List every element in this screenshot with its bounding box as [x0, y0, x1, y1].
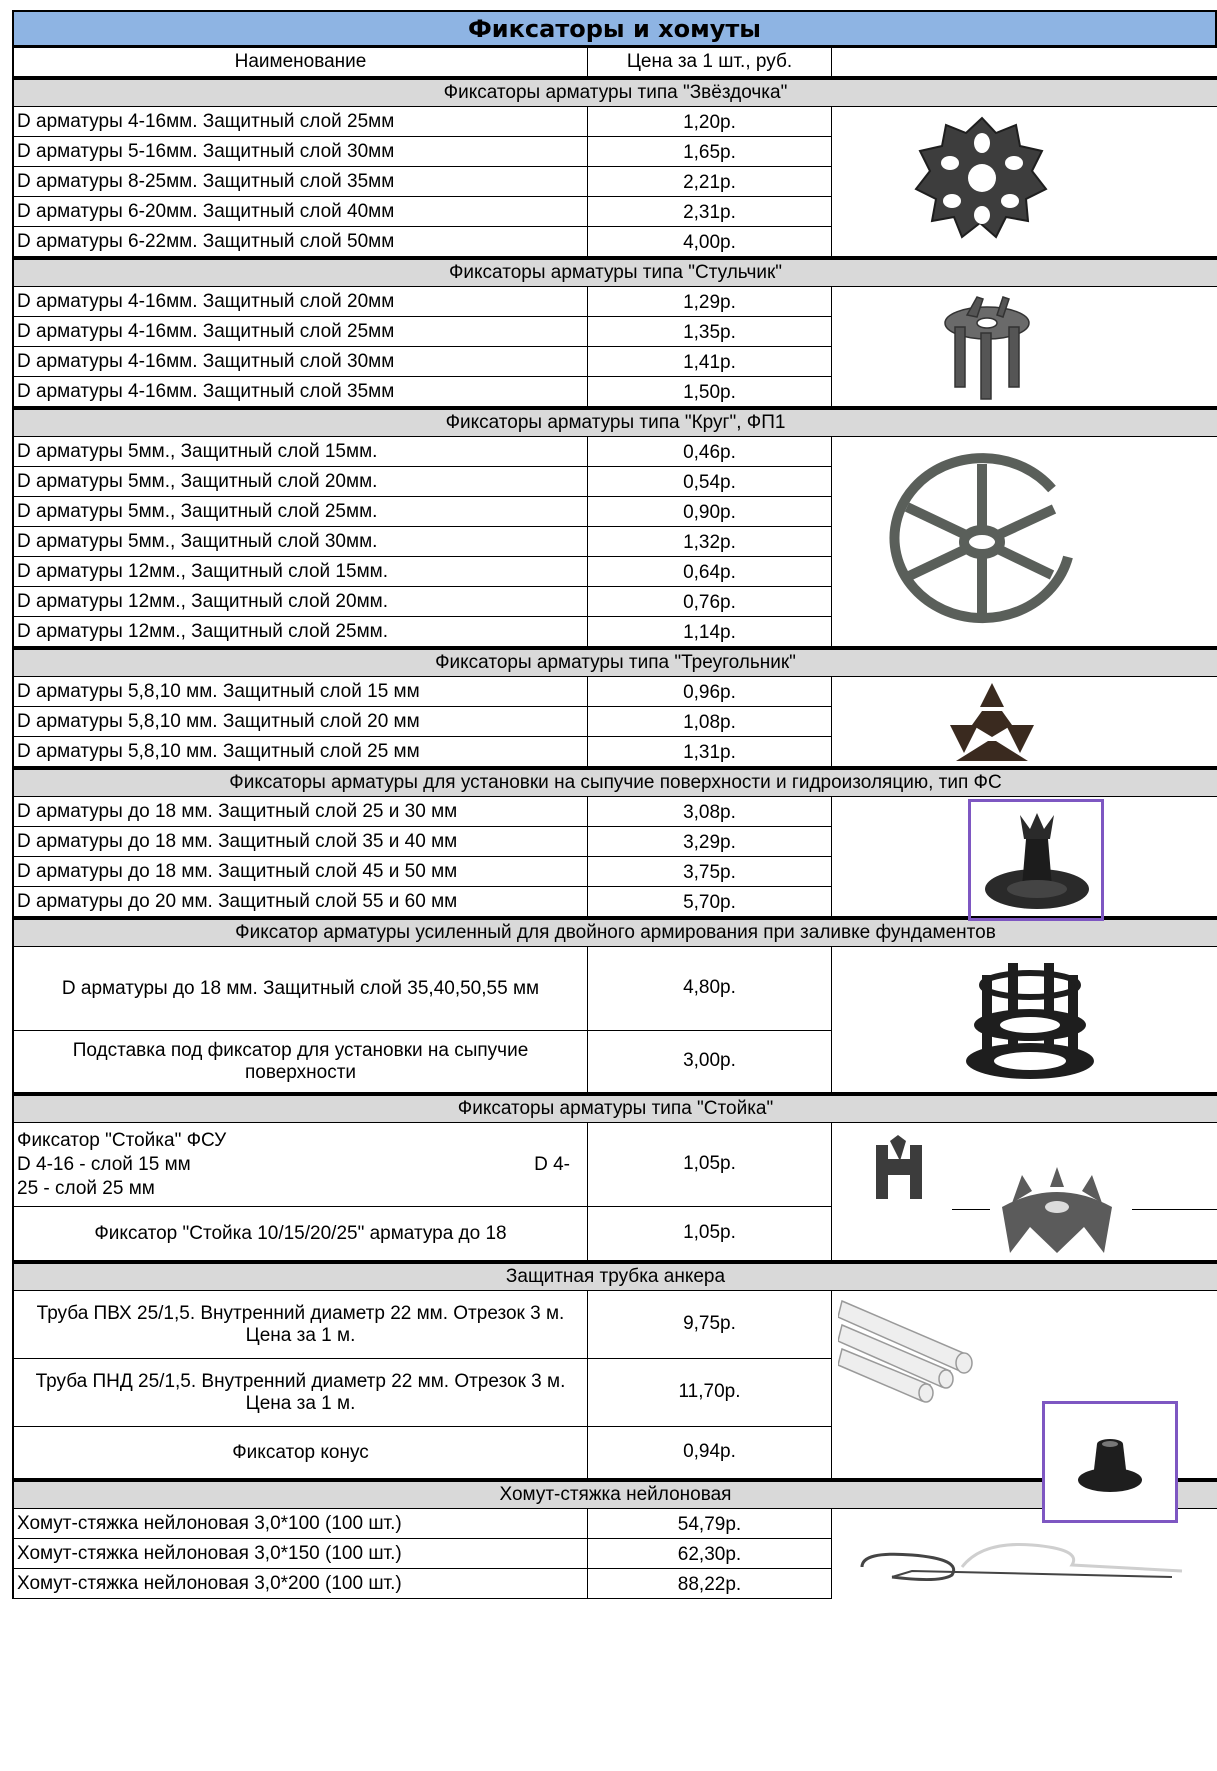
item-name: Труба ПВХ 25/1,5. Внутренний диаметр 22 мм. Отрезок 3 м. Цена за 1 м. — [14, 1291, 588, 1358]
item-name: D арматуры 5мм., Защитный слой 20мм. — [14, 467, 588, 496]
section-group — [12, 1123, 1217, 1261]
column-header-image — [832, 48, 1217, 76]
item-name: Подставка под фиксатор для установки на сыпучие поверхности — [14, 1031, 588, 1092]
table-row — [14, 587, 832, 617]
item-price: 1,32р. — [588, 527, 832, 556]
item-price: 0,76р. — [588, 587, 832, 616]
item-name — [14, 1123, 588, 1206]
table-row — [14, 197, 832, 227]
table-row — [14, 1427, 832, 1479]
table-row — [14, 137, 832, 167]
item-name: D арматуры до 20 мм. Защитный слой 55 и 60 мм — [14, 887, 588, 916]
item-price: 1,50р. — [588, 377, 832, 406]
pipe-image — [832, 1291, 1217, 1479]
table-row — [14, 1569, 832, 1599]
column-header-price: Цена за 1 шт., руб. — [588, 48, 832, 76]
item-price: 0,64р. — [588, 557, 832, 586]
section-header: Фиксаторы арматуры типа "Звёздочка" — [12, 77, 1217, 107]
item-price: 1,31р. — [588, 737, 832, 766]
table-row — [14, 107, 832, 137]
item-price: 1,14р. — [588, 617, 832, 646]
sheet-title: Фиксаторы и хомуты — [12, 10, 1217, 48]
table-row — [14, 617, 832, 647]
item-price: 1,08р. — [588, 707, 832, 736]
item-price: 1,20р. — [588, 107, 832, 136]
item-name: Хомут-стяжка нейлоновая 3,0*200 (100 шт.) — [14, 1569, 588, 1598]
item-price: 0,96р. — [588, 677, 832, 706]
table-row — [14, 947, 832, 1031]
item-name: D арматуры до 18 мм. Защитный слой 25 и 30 мм — [14, 797, 588, 826]
item-name-line: 25 - слой 25 мм — [17, 1178, 155, 1199]
item-name: Хомут-стяжка нейлоновая 3,0*100 (100 шт.) — [14, 1509, 588, 1538]
item-price: 54,79р. — [588, 1509, 832, 1538]
item-price: 1,41р. — [588, 347, 832, 376]
item-price: 1,05р. — [588, 1207, 832, 1260]
item-name: D арматуры до 18 мм. Защитный слой 35,40,50,55 мм — [14, 947, 588, 1030]
section-group — [12, 437, 1217, 647]
table-row — [14, 1207, 832, 1261]
item-name-line: D 4- — [534, 1154, 570, 1175]
item-price: 3,08р. — [588, 797, 832, 826]
section-group — [12, 287, 1217, 407]
section-header: Фиксаторы арматуры типа "Круг", ФП1 — [12, 407, 1217, 437]
item-name: D арматуры 6-20мм. Защитный слой 40мм — [14, 197, 588, 226]
table-row — [14, 557, 832, 587]
item-name: D арматуры 12мм., Защитный слой 15мм. — [14, 557, 588, 586]
item-name: D арматуры 5,8,10 мм. Защитный слой 20 мм — [14, 707, 588, 736]
item-name: Труба ПНД 25/1,5. Внутренний диаметр 22 мм. Отрезок 3 м. Цена за 1 м. — [14, 1359, 588, 1426]
section-header: Фиксатор арматуры усиленный для двойного армирования при заливке фундаментов — [12, 917, 1217, 947]
item-name: Хомут-стяжка нейлоновая 3,0*150 (100 шт.) — [14, 1539, 588, 1568]
table-row — [14, 1031, 832, 1093]
item-price: 1,29р. — [588, 287, 832, 316]
table-row — [14, 347, 832, 377]
item-price: 3,75р. — [588, 857, 832, 886]
item-name-line: Фиксатор "Стойка" ФСУ — [17, 1130, 227, 1151]
table-row — [14, 827, 832, 857]
table-row — [14, 1359, 832, 1427]
item-price: 11,70р. — [588, 1359, 832, 1426]
table-row — [14, 857, 832, 887]
item-name: D арматуры 8-25мм. Защитный слой 35мм — [14, 167, 588, 196]
table-row — [14, 1291, 832, 1359]
item-price: 0,94р. — [588, 1427, 832, 1478]
stand-fixator-image — [832, 1123, 1217, 1261]
double-fixator-image — [832, 947, 1217, 1093]
item-price: 88,22р. — [588, 1569, 832, 1598]
table-row — [14, 677, 832, 707]
section-header: Фиксаторы арматуры типа "Стойка" — [12, 1093, 1217, 1123]
table-row — [14, 317, 832, 347]
section-group — [12, 797, 1217, 917]
table-row — [14, 1539, 832, 1569]
item-name: D арматуры 12мм., Защитный слой 25мм. — [14, 617, 588, 646]
item-price: 9,75р. — [588, 1291, 832, 1358]
item-name: Фиксатор конус — [14, 1427, 588, 1478]
item-name: D арматуры 12мм., Защитный слой 20мм. — [14, 587, 588, 616]
triangle-fixator-image — [832, 677, 1217, 767]
item-price: 62,30р. — [588, 1539, 832, 1568]
table-row — [14, 1509, 832, 1539]
item-name: D арматуры 5,8,10 мм. Защитный слой 15 мм — [14, 677, 588, 706]
table-row — [14, 497, 832, 527]
item-name: D арматуры до 18 мм. Защитный слой 35 и 40 мм — [14, 827, 588, 856]
item-price: 3,29р. — [588, 827, 832, 856]
item-price: 0,54р. — [588, 467, 832, 496]
table-row — [14, 1123, 832, 1207]
section-group — [12, 677, 1217, 767]
item-name: D арматуры 4-16мм. Защитный слой 25мм — [14, 317, 588, 346]
item-price: 2,31р. — [588, 197, 832, 226]
table-row — [14, 797, 832, 827]
section-group — [12, 1291, 1217, 1479]
item-price: 4,80р. — [588, 947, 832, 1030]
table-row — [14, 467, 832, 497]
section-header: Фиксаторы арматуры типа "Треугольник" — [12, 647, 1217, 677]
item-price: 1,35р. — [588, 317, 832, 346]
fs-fixator-image — [832, 797, 1217, 917]
item-name: D арматуры 6-22мм. Защитный слой 50мм — [14, 227, 588, 256]
section-group — [12, 107, 1217, 257]
item-name: D арматуры 4-16мм. Защитный слой 20мм — [14, 287, 588, 316]
item-price: 3,00р. — [588, 1031, 832, 1092]
table-row — [14, 227, 832, 257]
table-row — [14, 527, 832, 557]
column-header-row — [12, 48, 1217, 77]
section-group — [12, 1509, 1217, 1599]
item-price: 0,46р. — [588, 437, 832, 466]
section-header: Фиксаторы арматуры для установки на сыпучие поверхности и гидроизоляцию, тип ФС — [12, 767, 1217, 797]
item-name: D арматуры до 18 мм. Защитный слой 45 и 50 мм — [14, 857, 588, 886]
star-fixator-image — [832, 107, 1217, 257]
wheel-fixator-image — [832, 437, 1217, 647]
item-name: D арматуры 5-16мм. Защитный слой 30мм — [14, 137, 588, 166]
item-name: D арматуры 5мм., Защитный слой 15мм. — [14, 437, 588, 466]
item-price: 1,65р. — [588, 137, 832, 166]
item-price: 4,00р. — [588, 227, 832, 256]
item-price: 5,70р. — [588, 887, 832, 916]
item-name: D арматуры 5мм., Защитный слой 25мм. — [14, 497, 588, 526]
table-row — [14, 377, 832, 407]
price-sheet — [12, 10, 1217, 1599]
item-name: D арматуры 5,8,10 мм. Защитный слой 25 мм — [14, 737, 588, 766]
table-row — [14, 287, 832, 317]
section-header: Защитная трубка анкера — [12, 1261, 1217, 1291]
item-name: D арматуры 4-16мм. Защитный слой 30мм — [14, 347, 588, 376]
item-name: D арматуры 4-16мм. Защитный слой 25мм — [14, 107, 588, 136]
section-header: Хомут-стяжка нейлоновая — [12, 1479, 1217, 1509]
table-row — [14, 707, 832, 737]
chair-fixator-image — [832, 287, 1217, 407]
item-name: Фиксатор "Стойка 10/15/20/25" арматура до 18 — [14, 1207, 588, 1260]
item-name: D арматуры 5мм., Защитный слой 30мм. — [14, 527, 588, 556]
item-name: D арматуры 4-16мм. Защитный слой 35мм — [14, 377, 588, 406]
table-row — [14, 887, 832, 917]
table-row — [14, 167, 832, 197]
column-header-name: Наименование — [14, 48, 588, 76]
item-name-line: D 4-16 - слой 15 мм — [17, 1154, 191, 1175]
table-row — [14, 737, 832, 767]
cable-tie-image — [832, 1509, 1217, 1599]
table-row — [14, 437, 832, 467]
item-price: 1,05р. — [588, 1123, 832, 1206]
section-header: Фиксаторы арматуры типа "Стульчик" — [12, 257, 1217, 287]
item-price: 0,90р. — [588, 497, 832, 526]
cone-fixator-frame — [1042, 1401, 1178, 1523]
item-price: 2,21р. — [588, 167, 832, 196]
section-group — [12, 947, 1217, 1093]
